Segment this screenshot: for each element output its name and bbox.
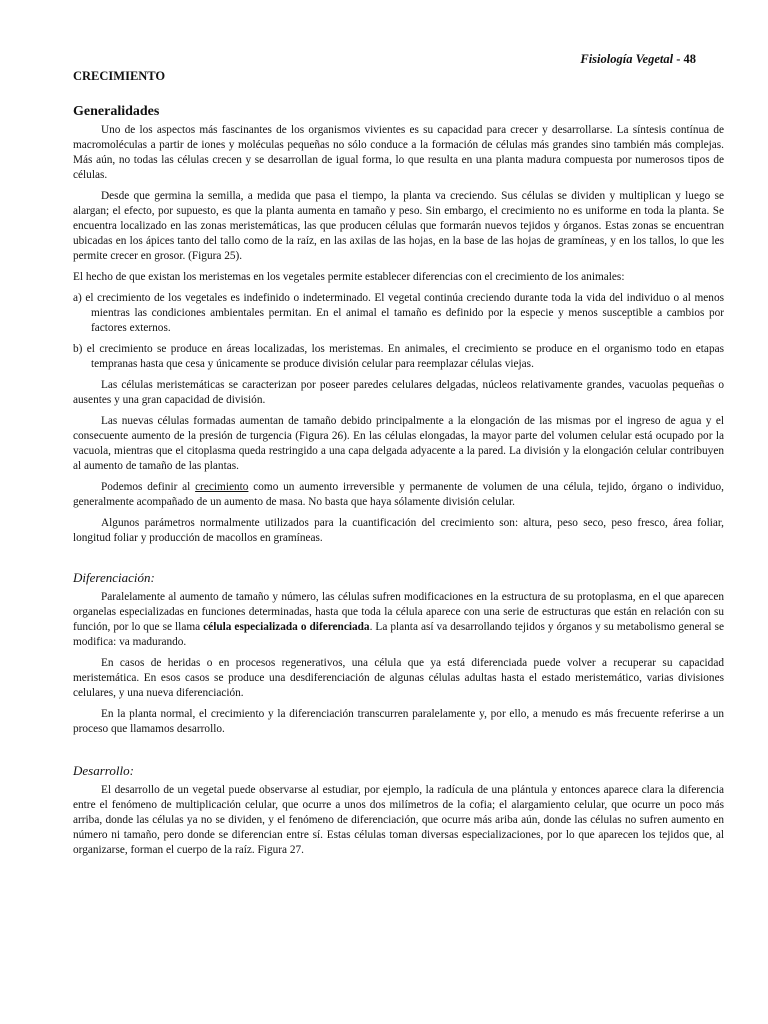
text-run: . La planta así va desarrollando tejidos y órganos y su metabolismo general se modifica: va madurando. bbox=[73, 621, 724, 648]
underlined-term: crecimiento bbox=[195, 481, 249, 493]
section-heading-generalidades: Generalidades bbox=[73, 104, 160, 119]
section-heading-desarrollo: Desarrollo: bbox=[73, 763, 134, 778]
text-run: Paralelamente al aumento de tamaño y número, las células sufren modificaciones en la estructura de su protoplasma, en el que aparecen organelas especializadas en funciones determinadas, hasta que toda la célula aparece con una serie de estructuras que están en relación con su función, por lo que se llama bbox=[73, 591, 724, 633]
paragraph: Las nuevas células formadas aumentan de tamaño debido principalmente a la elongación de las mismas por el ingreso de agua y el consecuente aumento de la presión de turgencia (Figura 26). En las células elongadas, la mayor parte del volumen celular está ocupado por la vacuola, mientras que el citoplasma queda restringido a una capa delgada adyacente a la pared. La división y la elongación celular contribuyen al aumento de tamaño de las plantas. bbox=[73, 415, 724, 472]
section-heading-diferenciacion: Diferenciación: bbox=[73, 570, 155, 585]
paragraph: Algunos parámetros normalmente utilizados para la cuantificación del crecimiento son: altura, peso seco, peso fresco, área foliar, longitud foliar y producción de macollos en gramíneas. bbox=[73, 517, 724, 544]
header-separator: - bbox=[673, 52, 684, 66]
text-run: Podemos definir al bbox=[101, 481, 196, 493]
list-item-b: b) el crecimiento se produce en áreas localizadas, los meristemas. En animales, el crecimiento se produce en el organismo todo en etapas tempranas hasta que cesa y únicamente se produce división celular para reemplazar células viejas. bbox=[73, 343, 724, 370]
paragraph bbox=[73, 590, 724, 650]
paragraph: En la planta normal, el crecimiento y la diferenciación transcurren paralelamente y, por ello, a menudo es más frecuente referirse a un proceso que llamamos desarrollo. bbox=[73, 708, 724, 735]
page-number: 48 bbox=[683, 52, 696, 66]
paragraph: En casos de heridas o en procesos regenerativos, una célula que ya está diferenciada puede volver a recuperar su capacidad meristemática. En esos casos se produce una desdiferenciación de algunas células adultas hasta el estado meristemático, varias divisiones celulares, y una nueva diferenciación. bbox=[73, 657, 724, 699]
chapter-title: CRECIMIENTO bbox=[73, 69, 166, 83]
paragraph: El hecho de que existan los meristemas en los vegetales permite establecer diferencias con el crecimiento de los animales: bbox=[73, 271, 625, 283]
paragraph: El desarrollo de un vegetal puede observarse al estudiar, por ejemplo, la radícula de una plántula y entonces aparece clara la diferencia entre el fenómeno de multiplicación celular, que ocurre a unos dos milímetros de la cofia; el alargamiento celular, que ocurre un poco más arriba, donde las células ya no se dividen, y el fenómeno de diferenciación, que ocurre más ariba aún, donde las células no sufren aumento en número ni tamaño, pero donde se diferencian entre sí. Estas células toman diversas especializaciones, por lo que aparecen los tejidos que, al organizarse, forman el cuerpo de la raíz. Figura 27. bbox=[73, 784, 724, 856]
bold-term: célula especializada o diferenciada bbox=[203, 621, 370, 633]
header-title: Fisiología Vegetal bbox=[580, 52, 674, 66]
paragraph: Desde que germina la semilla, a medida que pasa el tiempo, la planta va creciendo. Sus células se dividen y multiplican y luego se alargan; el efecto, por supuesto, es que la planta aumenta en tamaño y peso. Sin embargo, el crecimiento no es uniforme en toda la planta. Se encuentra localizado en las zonas meristemáticas, las que producen células que formarán nuevos tejidos y órganos. Estas zonas se encuentran ubicadas en los ápices tanto del tallo como de la raíz, en las axilas de las hojas, en la base de las hojas de gramíneas, y en los tallos, lo que les permite crecer en grosor. (Figura 25). bbox=[73, 190, 724, 262]
paragraph: Las células meristemáticas se caracterizan por poseer paredes celulares delgadas, núcleos relativamente grandes, vacuolas pequeñas o ausentes y una gran capacidad de división. bbox=[73, 379, 724, 406]
paragraph: Uno de los aspectos más fascinantes de los organismos vivientes es su capacidad para crecer y desarrollarse. La síntesis contínua de macromoléculas a partir de iones y moléculas pequeñas no sólo conduce a la formación de células más grandes sino también más complejas. Más aún, no todas las células crecen y se desarrollan de igual forma, lo que resulta en una planta madura compuesta por numerosos tipos de células. bbox=[73, 124, 724, 181]
section-spacer bbox=[73, 743, 724, 763]
section-spacer bbox=[73, 552, 724, 570]
running-header bbox=[73, 52, 724, 67]
list-item-a: a) el crecimiento de los vegetales es indefinido o indeterminado. El vegetal continúa creciendo durante toda la vida del individuo o al menos mientras las condiciones ambientales permitan. En el animal el tamaño es definido por la especie y menos susceptible a cambios por factores externos. bbox=[73, 292, 724, 334]
definition-paragraph bbox=[73, 480, 724, 510]
text-run: como un aumento irreversible y permanente de volumen de una célula, tejido, órgano o individuo, generalmente acompañado de un aumento de masa. No basta que haya sólamente división celular. bbox=[73, 481, 725, 508]
